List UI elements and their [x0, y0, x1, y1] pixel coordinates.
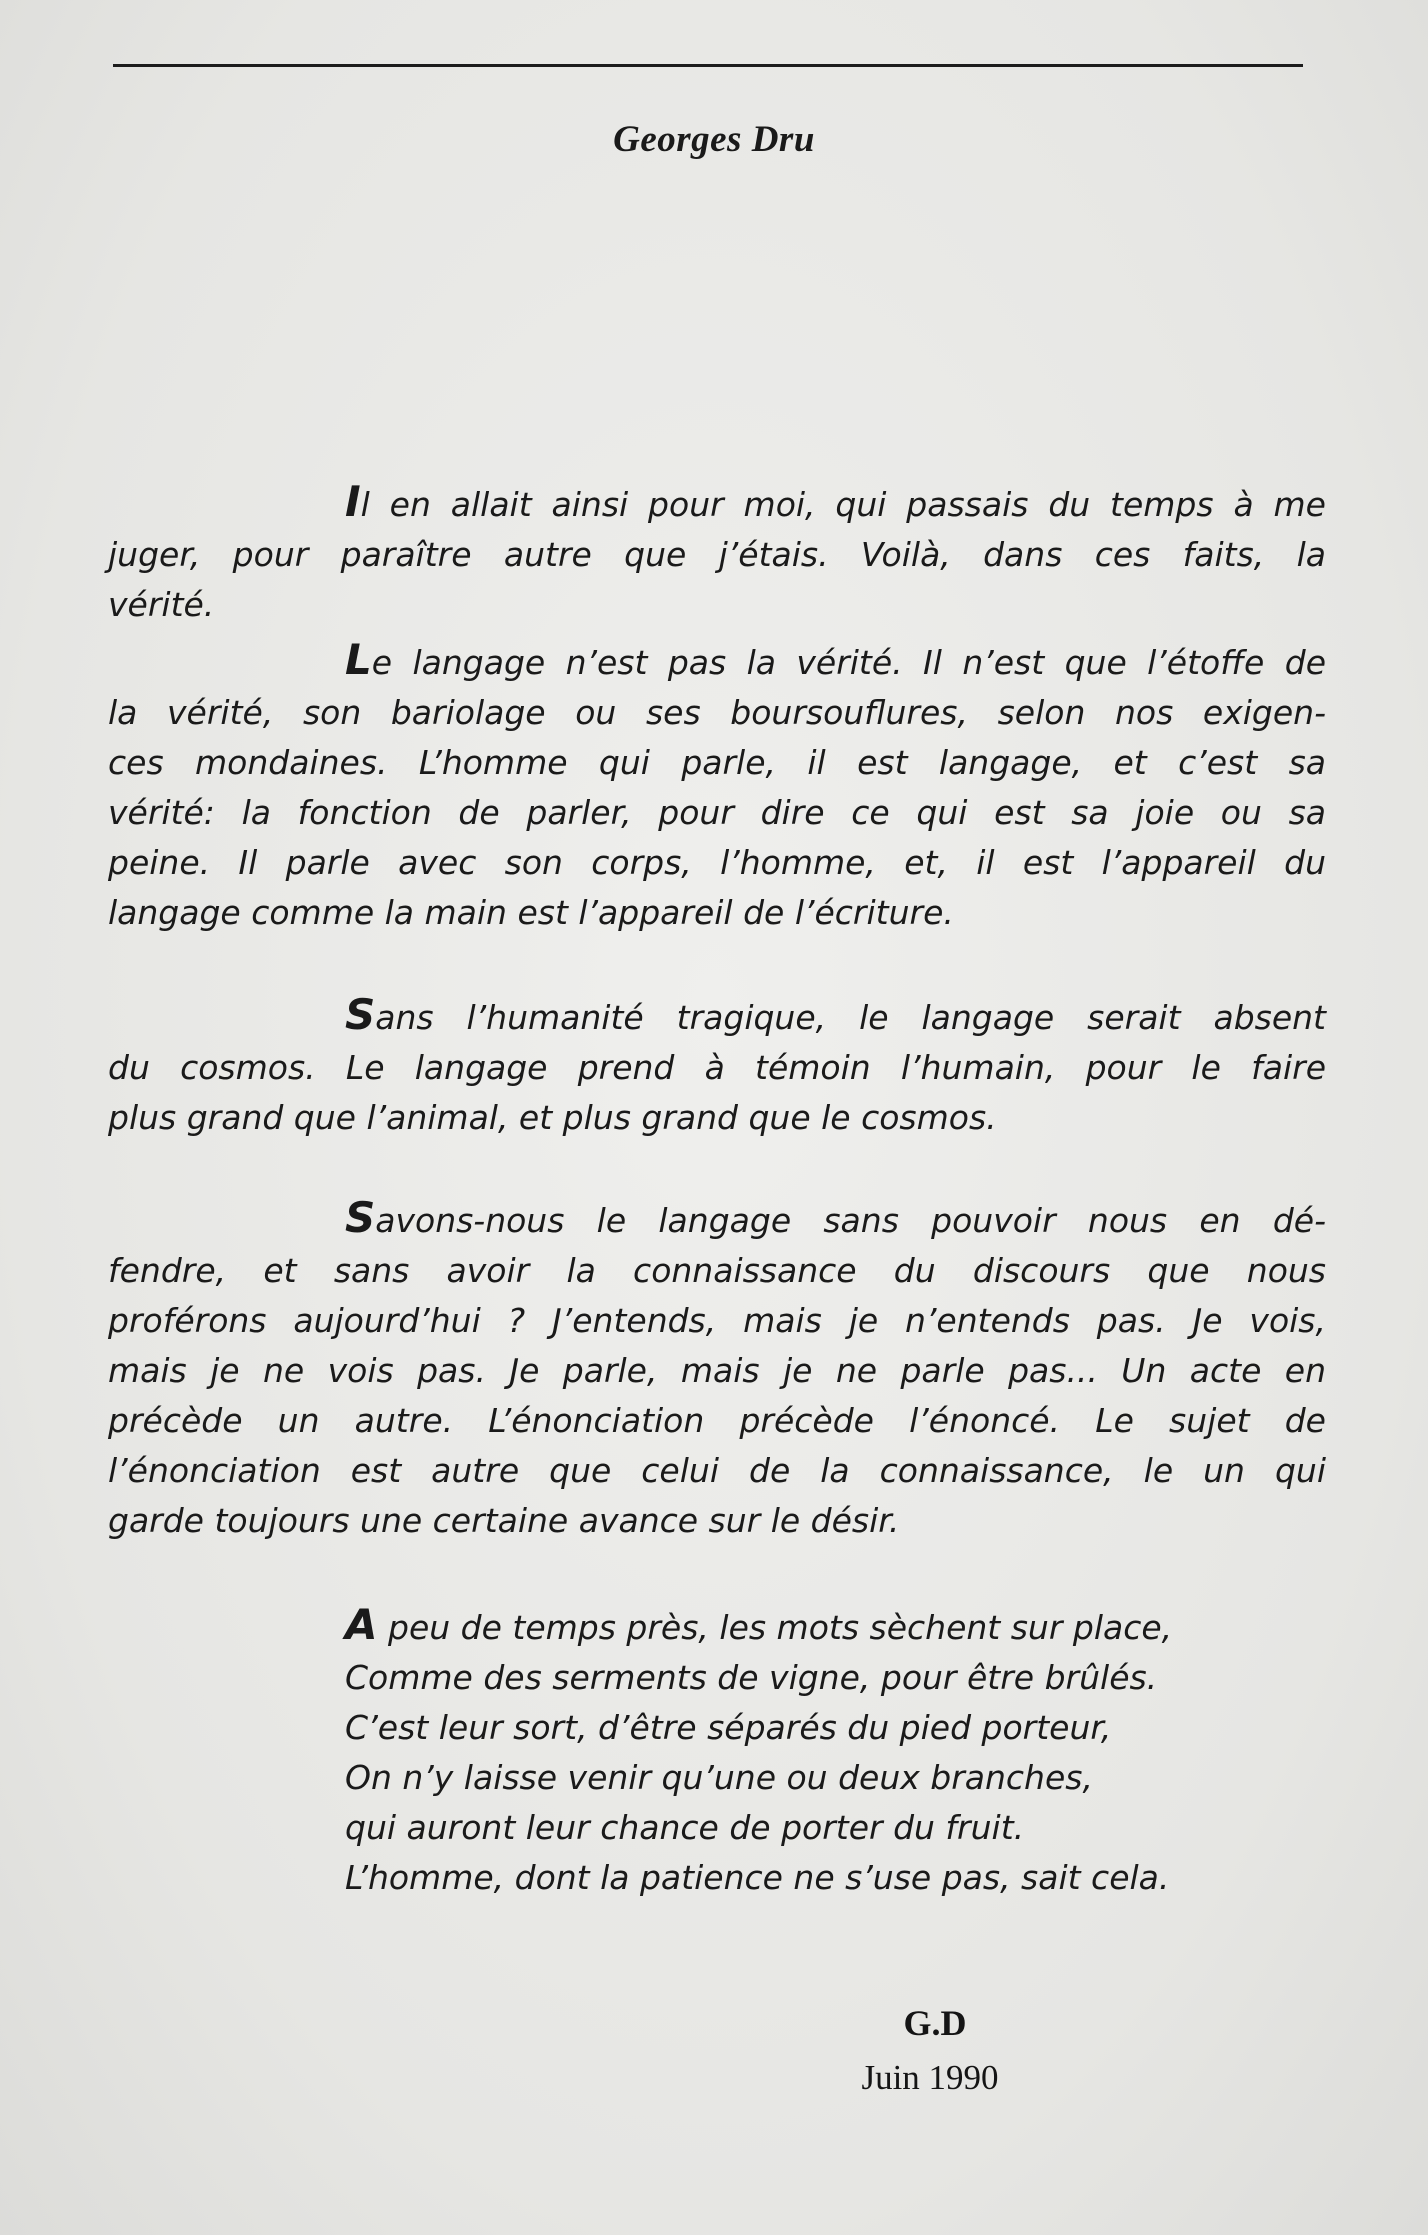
paragraph-line: vérité.: [108, 585, 215, 624]
author-heading: Georges Dru: [613, 119, 815, 160]
drop-cap: L: [345, 635, 372, 684]
paragraph-line: fendre, et sans avoir la connaissance du discours que nous: [108, 1251, 1326, 1290]
poem-line: A peu de temps près, les mots sèchent sur place,: [345, 1600, 1173, 1649]
paragraph-line: l’énonciation est autre que celui de la connaissance, le un qui: [108, 1451, 1326, 1490]
paragraph-line: Il en allait ainsi pour moi, qui passais du temps à me: [345, 477, 1326, 526]
paragraph-line: mais je ne vois pas. Je parle, mais je ne parle pas... Un acte en: [108, 1351, 1326, 1390]
paragraph-2: [108, 635, 1326, 938]
paragraph-3: [108, 990, 1326, 1143]
paragraph-4: [108, 1193, 1326, 1546]
paragraph-line: garde toujours une certaine avance sur le désir.: [108, 1501, 900, 1540]
poem-line: On n’y laisse venir qu’une ou deux branches,: [345, 1758, 1093, 1797]
signature-date: Juin 1990: [861, 2058, 999, 2097]
poem: [345, 1600, 1345, 1903]
poem-line: C’est leur sort, d’être séparés du pied porteur,: [345, 1708, 1112, 1747]
drop-cap: I: [345, 477, 361, 526]
paragraph-line: juger, pour paraître autre que j’étais. Voilà, dans ces faits, la: [108, 535, 1326, 574]
paragraph-line: plus grand que l’animal, et plus grand que le cosmos.: [108, 1098, 997, 1137]
top-rule: [113, 64, 1303, 67]
drop-cap: A: [345, 1600, 378, 1649]
paragraph-line: langage comme la main est l’appareil de l’écriture.: [108, 893, 954, 932]
paragraph-line: Savons-nous le langage sans pouvoir nous en dé-: [345, 1193, 1326, 1242]
paragraph-line: du cosmos. Le langage prend à témoin l’humain, pour le faire: [108, 1048, 1326, 1087]
poem-line: L’homme, dont la patience ne s’use pas, sait cela.: [345, 1858, 1170, 1897]
paragraph-line: peine. Il parle avec son corps, l’homme, et, il est l’appareil du: [108, 843, 1326, 882]
drop-cap: S: [345, 990, 376, 1039]
paragraph-line: proférons aujourd’hui ? J’entends, mais je n’entends pas. Je vois,: [108, 1301, 1326, 1340]
paragraph-1: [108, 477, 1326, 630]
paragraph-line: vérité: la fonction de parler, pour dire ce qui est sa joie ou sa: [108, 793, 1326, 832]
poem-line: Comme des serments de vigne, pour être brûlés.: [345, 1658, 1158, 1697]
paragraph-line: la vérité, son bariolage ou ses boursouflures, selon nos exigen-: [108, 693, 1326, 732]
paragraph-line: ces mondaines. L’homme qui parle, il est langage, et c’est sa: [108, 743, 1326, 782]
poem-line: qui auront leur chance de porter du fruit.: [345, 1808, 1025, 1847]
paragraph-line: précède un autre. L’énonciation précède l’énoncé. Le sujet de: [108, 1401, 1326, 1440]
paragraph-line: Le langage n’est pas la vérité. Il n’est que l’étoffe de: [345, 635, 1326, 684]
drop-cap: S: [345, 1193, 376, 1242]
signature-initials: G.D: [903, 2003, 967, 2043]
paragraph-line: Sans l’humanité tragique, le langage serait absent: [345, 990, 1326, 1039]
